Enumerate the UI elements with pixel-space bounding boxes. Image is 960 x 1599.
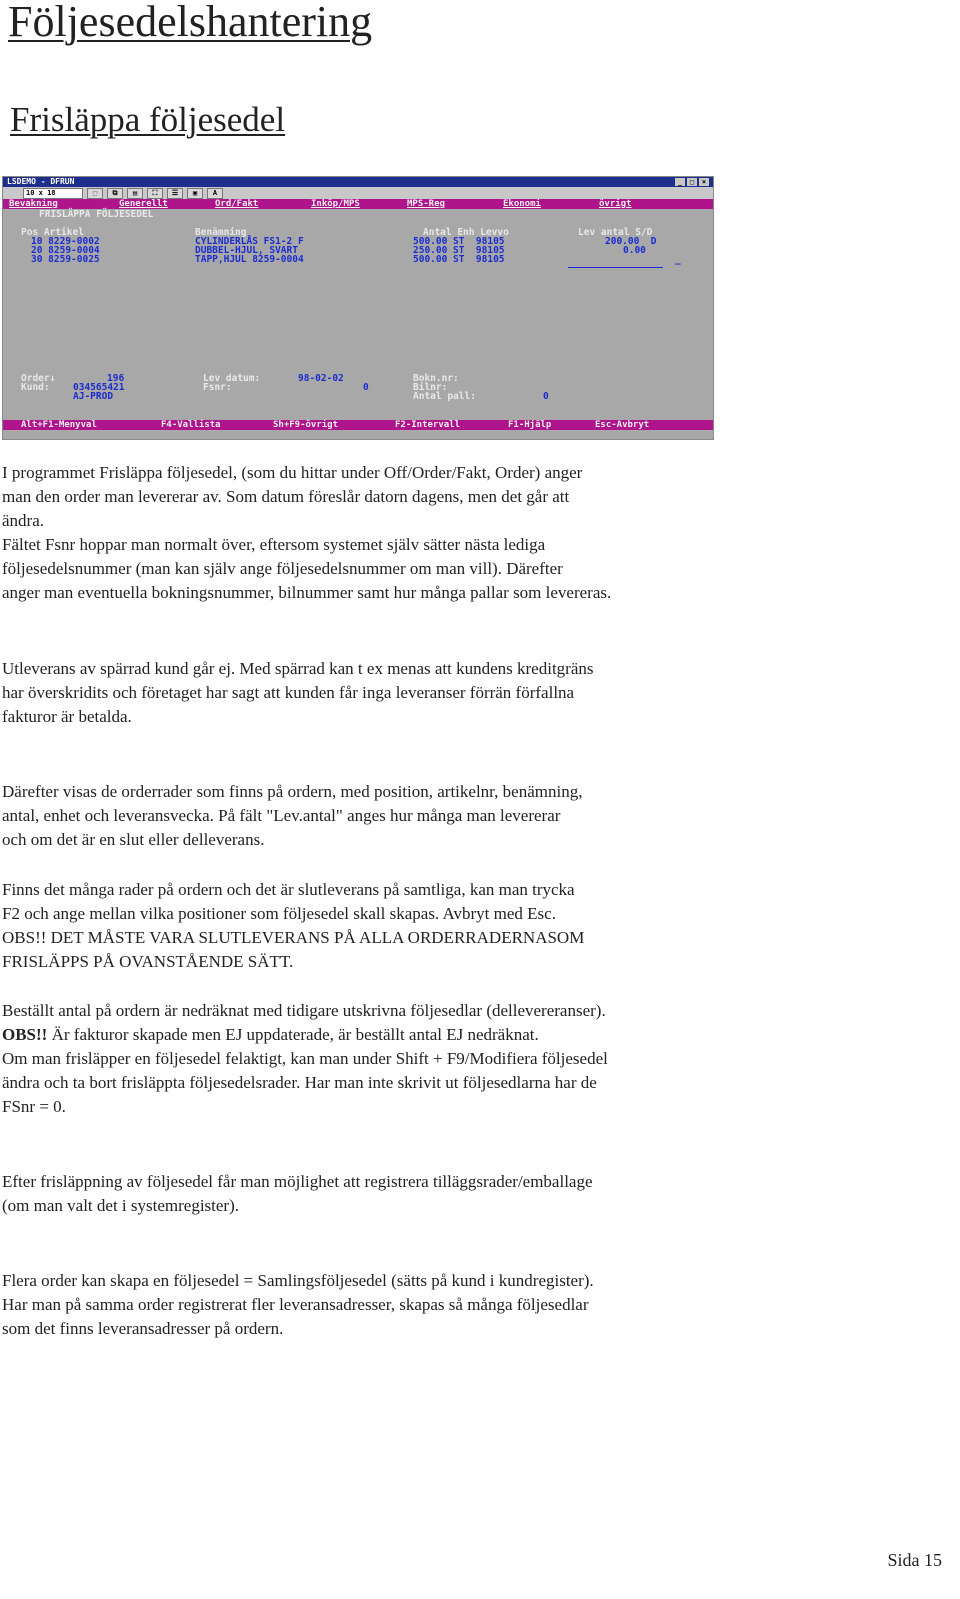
text-line: Beställt antal på ordern är nedräknat med tidigare utskrivna följesedlar (dellevereranser).: [2, 1001, 606, 1020]
col-pos-artikel: Pos Artikel: [21, 227, 84, 238]
paste-icon[interactable]: ▤: [127, 188, 143, 199]
window-titlebar: [3, 177, 713, 187]
text-line: OBS!! DET MÅSTE VARA SLUTLEVERANS PÅ ALLA ORDERRADERNASOM: [2, 928, 585, 947]
text-line: Fältet Fsnr hoppar man normalt över, eftersom systemet själv sätter nästa lediga: [2, 535, 546, 554]
fullscreen-icon[interactable]: ⛶: [147, 188, 163, 199]
paragraph-tillaggsrader: [2, 1170, 593, 1218]
text-line: Om man frisläpper en följesedel felaktigt, kan man under Shift + F9/Modifiera följesedel: [2, 1049, 608, 1068]
menu-generellt[interactable]: Generellt: [119, 199, 168, 209]
paragraph-sparrad-kund: [2, 657, 594, 729]
row2-antal: 250.00 ST 98105: [413, 245, 505, 256]
row1-pos-artikel: 10 8229-0002: [31, 236, 100, 247]
lev-antal-input-line[interactable]: [568, 267, 663, 268]
screen-title: FRISLÄPPA FÖLJESEDEL: [39, 209, 154, 220]
section-heading: Frisläppa följesedel: [10, 100, 286, 139]
row3-benamning: TAPP,HJUL 8259-0004: [195, 254, 304, 265]
bilnr-label: Bilnr:: [413, 382, 448, 393]
row3-pos-artikel: 30 8259-0025: [31, 254, 100, 265]
menu-inkop-mps[interactable]: Inköp/MPS: [311, 199, 360, 209]
order-label: Order↓: [21, 373, 56, 384]
text-fragment: Är fakturor skapade men EJ uppdaterade, är beställt antal EJ nedräknat.: [47, 1025, 539, 1044]
status-intervall: F2-Intervall: [395, 420, 461, 430]
text-line: [2, 1023, 608, 1047]
menu-ekonomi[interactable]: Ekonomi: [503, 199, 541, 209]
levdatum-label: Lev datum:: [203, 373, 261, 384]
antalpall-value[interactable]: 0: [543, 391, 549, 402]
paragraph-bestallt-antal: [2, 999, 608, 1119]
menu-mps-reg[interactable]: MPS-Reg: [407, 199, 445, 209]
properties-icon[interactable]: ☰: [167, 188, 183, 199]
kund-name: AJ-PROD: [73, 391, 114, 402]
dos-statusbar: [3, 420, 713, 430]
fsnr-value[interactable]: 0: [363, 382, 369, 393]
status-ovrigt: Sh+F9-övrigt: [273, 420, 339, 430]
row3-lev-antal[interactable]: _: [675, 254, 681, 265]
boknr-label: Bokn.nr:: [413, 373, 459, 384]
menu-bevakning[interactable]: Bevakning: [9, 199, 58, 209]
text-line: antal, enhet och leveransvecka. På fält "Lev.antal" anges hur många man levererar: [2, 806, 561, 825]
dos-screenshot: [2, 176, 714, 440]
row2-benamning: DUBBEL-HJUL, SVART: [195, 245, 298, 256]
page-heading: Följesedelshantering: [8, 0, 373, 46]
dos-menubar: [3, 199, 713, 209]
row1-lev-antal[interactable]: 200.00 D: [605, 236, 657, 247]
text-line: Finns det många rader på ordern och det är slutleverans på samtliga, kan man trycka: [2, 880, 575, 899]
kund-value[interactable]: 034565421: [73, 382, 125, 393]
close-icon[interactable]: ×: [699, 178, 709, 186]
status-vallista: F4-Vallista: [161, 420, 221, 430]
row3-antal: 500.00 ST 98105: [413, 254, 505, 265]
mark-icon[interactable]: ⬚: [87, 188, 103, 199]
text-line: F2 och ange mellan vilka positioner som följesedel skall skapas. Avbryt med Esc.: [2, 904, 556, 923]
page-number: Sida 15: [887, 1550, 942, 1570]
col-benamning: Benämning: [195, 227, 247, 238]
obs-label: OBS!!: [2, 1025, 48, 1044]
text-line: Efter frisläppning av följesedel får man möjlighet att registrera tilläggsrader/emballage: [2, 1172, 593, 1191]
kund-label: Kund:: [21, 382, 50, 393]
text-line: ändra.: [2, 511, 45, 530]
text-line: följesedelsnummer (man kan själv ange följesedelsnummer om man vill). Därefter: [2, 559, 563, 578]
order-value[interactable]: 196: [107, 373, 125, 384]
text-line: anger man eventuella bokningsnummer, bilnummer samt hur många pallar som levereras.: [2, 583, 612, 602]
font-icon[interactable]: A: [207, 188, 223, 199]
row1-antal: 500.00 ST 98105: [413, 236, 505, 247]
status-avbryt: Esc-Avbryt: [595, 420, 650, 430]
menu-ovrigt[interactable]: övrigt: [599, 199, 632, 209]
row2-lev-antal[interactable]: 0.00: [623, 245, 646, 256]
levdatum-value[interactable]: 98-02-02: [298, 373, 344, 384]
text-line: man den order man levererar av. Som datum föreslår datorn dagens, men det går att: [2, 487, 570, 506]
row1-benamning: CYLINDERLÅS FS1-2 F: [195, 236, 304, 247]
text-line: och om det är en slut eller delleverans.: [2, 830, 265, 849]
antalpall-label: Antal pall:: [413, 391, 476, 402]
fsnr-label: Fsnr:: [203, 382, 232, 393]
text-line: Har man på samma order registrerat fler leveransadresser, skapas så många följesedlar: [2, 1295, 589, 1314]
text-line: som det finns leveransadresser på ordern.: [2, 1319, 284, 1338]
text-line: fakturor är betalda.: [2, 707, 132, 726]
text-line: (om man valt det i systemregister).: [2, 1196, 239, 1215]
text-line: ändra och ta bort frisläppta följesedelsrader. Har man inte skrivit ut följesedlarna har de: [2, 1073, 597, 1092]
paragraph-samlingsfoljesedel: [2, 1269, 594, 1341]
paragraph-intro: [2, 461, 611, 605]
menu-ordfakt[interactable]: Ord/Fakt: [215, 199, 259, 209]
copy-icon[interactable]: ⧉: [107, 188, 123, 199]
paragraph-orderrader: [2, 780, 582, 852]
minimize-icon[interactable]: _: [675, 178, 685, 186]
row2-pos-artikel: 20 8259-0004: [31, 245, 100, 256]
status-menyval: Alt+F1-Menyval: [21, 420, 97, 430]
window-title: LSDEMO - DFRUN: [7, 177, 75, 186]
paragraph-slutleverans: [2, 878, 584, 974]
text-line: I programmet Frisläppa följesedel, (som du hittar under Off/Order/Fakt, Order) anger: [2, 463, 583, 482]
col-lev-antal-sd: Lev antal S/D: [578, 227, 653, 238]
background-icon[interactable]: ▣: [187, 188, 203, 199]
text-line: Utleverans av spärrad kund går ej. Med spärrad kan t ex menas att kundens kreditgräns: [2, 659, 594, 678]
maximize-icon[interactable]: □: [687, 178, 697, 186]
text-line: har överskridits och företaget har sagt att kunden får inga leveranser förrän förfallna: [2, 683, 575, 702]
status-hjalp: F1-Hjälp: [508, 420, 552, 430]
text-line: FSnr = 0.: [2, 1097, 66, 1116]
text-line: Därefter visas de orderrader som finns på ordern, med position, artikelnr, benämning,: [2, 782, 583, 801]
text-line: FRISLÄPPS PÅ OVANSTÅENDE SÄTT.: [2, 952, 294, 971]
font-size-select[interactable]: 10 x 18: [23, 188, 83, 199]
window-toolbar: [3, 187, 713, 199]
text-line: Flera order kan skapa en följesedel = Samlingsföljesedel (sätts på kund i kundregister).: [2, 1271, 594, 1290]
col-antal-enh-levvo: Antal Enh Levvo: [423, 227, 509, 238]
